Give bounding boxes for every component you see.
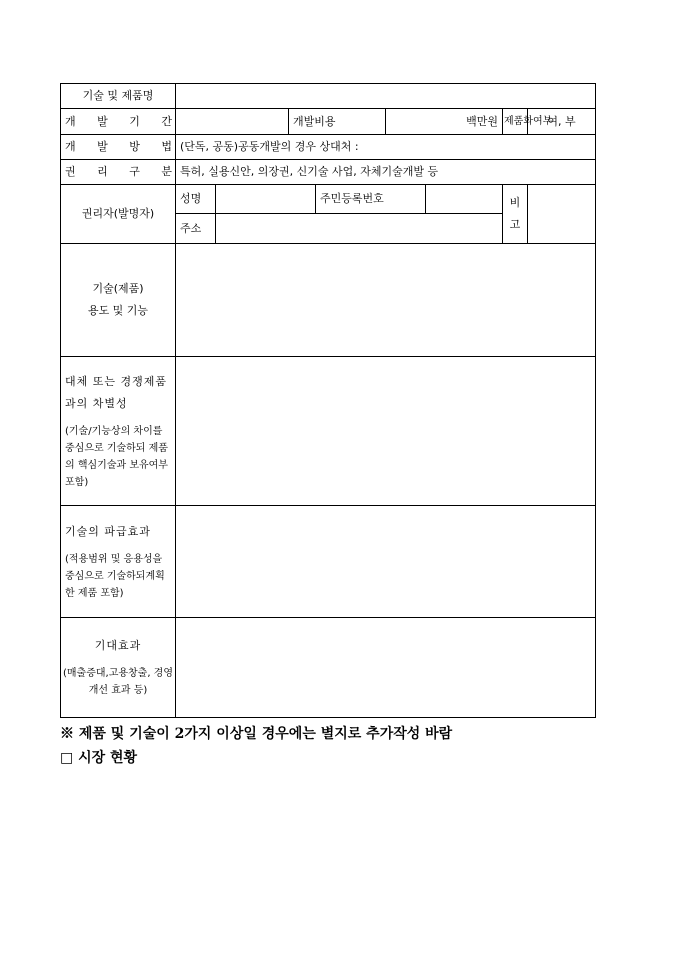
usage-label <box>61 244 176 357</box>
dev-method-value[interactable]: (단독, 공동)공동개발의 경우 상대처 : <box>176 134 596 159</box>
remarks-label-2: 고 <box>509 218 521 232</box>
ripple-effect-title: 기술의 파급효과 <box>65 524 151 538</box>
address-field[interactable] <box>216 213 503 243</box>
usage-title-line-1: 기술(제품) <box>92 282 144 296</box>
dev-period-field[interactable] <box>176 109 289 134</box>
differentiation-label <box>61 356 176 505</box>
yes-no-field[interactable]: 여, 부 <box>528 109 596 134</box>
tech-product-name-field[interactable] <box>176 84 596 109</box>
usage-field[interactable] <box>176 244 596 357</box>
rights-holder-label: 권리자(발명자) <box>61 185 176 244</box>
additional-form-note: ※ 제품 및 기술이 2가지 이상일 경우에는 별지로 추가작성 바람 <box>60 726 453 742</box>
rights-type-label: 권 리 구 분 <box>61 160 176 185</box>
expected-effect-note: (매출증대,고용창출, 경영개선 효과 등) <box>62 668 174 697</box>
dev-cost-label: 개발비용 <box>289 109 386 134</box>
market-status-heading: □ 시장 현황 <box>60 750 138 766</box>
dev-period-label: 개 발 기 간 <box>61 109 176 134</box>
address-label: 주소 <box>176 213 216 243</box>
ripple-effect-field[interactable] <box>176 505 596 617</box>
differentiation-note: (기술/기능상의 차이를 중심으로 기술하되 제품의 핵심기술과 보유여부 포함) <box>65 425 168 488</box>
resident-number-field[interactable] <box>426 185 503 213</box>
ripple-effect-label <box>61 505 176 617</box>
commercialization-label: 제품화여부 <box>503 109 528 134</box>
name-label: 성명 <box>176 185 216 213</box>
expected-effect-field[interactable] <box>176 617 596 717</box>
differentiation-field[interactable] <box>176 356 596 505</box>
tech-product-name-label: 기술 및 제품명 <box>61 84 176 109</box>
remarks-label-1: 비 <box>509 196 521 210</box>
differentiation-title: 대체 또는 경쟁제품과의 차별성 <box>65 374 168 410</box>
million-won-unit: 백만원 <box>386 109 503 134</box>
dev-method-label: 개 발 방 법 <box>61 134 176 159</box>
expected-effect-label <box>61 617 176 717</box>
resident-number-label: 주민등록번호 <box>316 185 426 213</box>
ripple-effect-note: (적용범위 및 응용성을 중심으로 기술하되계획한 제품 포함) <box>65 553 165 599</box>
rights-type-value[interactable]: 특허, 실용신안, 의장권, 신기술 사업, 자체기술개발 등 <box>176 160 596 185</box>
remarks-field[interactable] <box>528 185 596 244</box>
usage-title-line-2: 용도 및 기능 <box>87 304 149 318</box>
expected-effect-title: 기대효과 <box>94 639 142 653</box>
tech-product-form <box>60 83 596 718</box>
name-field[interactable] <box>216 185 316 213</box>
